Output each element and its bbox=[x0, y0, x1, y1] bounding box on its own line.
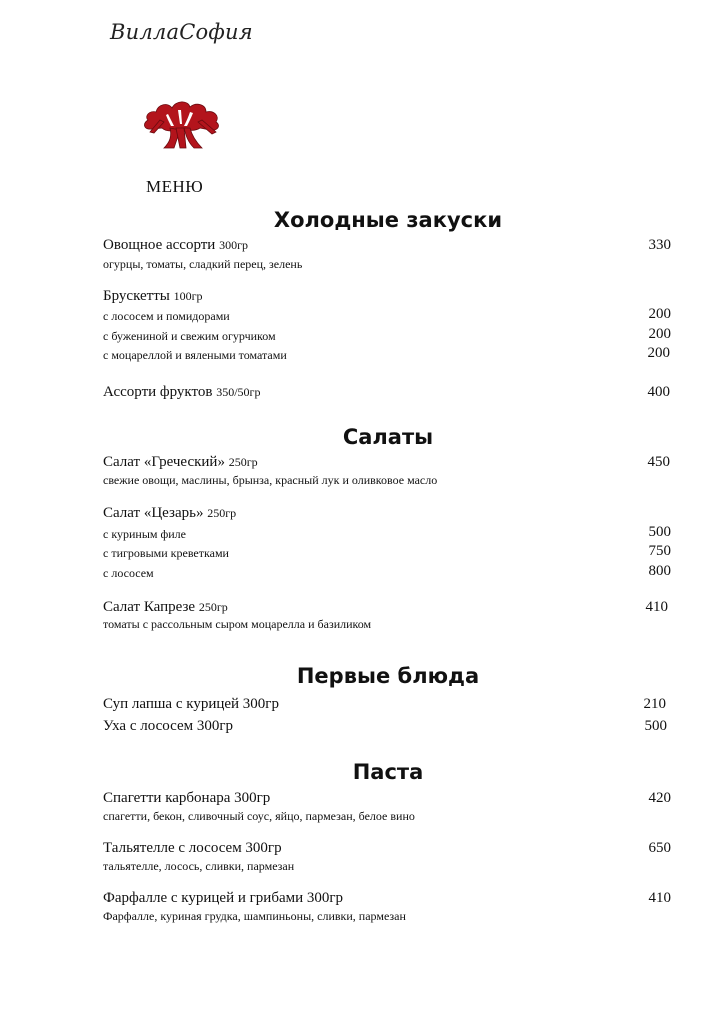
dish-option: с моцареллой и вялеными томатами bbox=[103, 348, 287, 362]
dish-price: 800 bbox=[648, 563, 671, 579]
dish-description: свежие овощи, маслины, брынза, красный лук и оливковое масло bbox=[103, 473, 438, 487]
dish-name: Овощное ассорти 300гр bbox=[103, 237, 249, 253]
section-title-pasta: Паста bbox=[352, 760, 424, 784]
brand-name: ВиллаСофия bbox=[110, 20, 253, 44]
dish-name: Салат «Греческий» 250гр bbox=[103, 454, 258, 470]
dish-price: 200 bbox=[648, 326, 671, 342]
menu-title: МЕНЮ bbox=[146, 177, 204, 196]
dish-option: с бужениной и свежим огурчиком bbox=[103, 329, 276, 343]
dish-option: с тигровыми креветками bbox=[103, 546, 229, 560]
dish-price: 650 bbox=[648, 840, 671, 856]
dish-description: Фарфалле, куриная грудка, шампиньоны, сливки, пармезан bbox=[103, 909, 406, 923]
dish-description: спагетти, бекон, сливочный соус, яйцо, пармезан, белое вино bbox=[103, 809, 415, 823]
tree-logo-icon bbox=[140, 98, 226, 150]
section-title-salads: Салаты bbox=[342, 425, 434, 449]
dish-description: тальятелле, лосось, сливки, пармезан bbox=[103, 859, 295, 873]
dish-price: 750 bbox=[648, 543, 671, 559]
dish-name: Салат Капрезе 250гр bbox=[103, 599, 228, 615]
dish-description: огурцы, томаты, сладкий перец, зелень bbox=[103, 257, 303, 271]
dish-price: 450 bbox=[647, 454, 670, 470]
dish-option: с лососем и помидорами bbox=[103, 309, 230, 323]
dish-price: 420 bbox=[648, 790, 671, 806]
section-title-soups: Первые блюда bbox=[296, 664, 480, 688]
dish-description: томаты с рассольным сыром моцарелла и базиликом bbox=[103, 617, 372, 631]
section-title-cold-appetizers: Холодные закуски bbox=[273, 208, 503, 232]
dish-price: 400 bbox=[647, 384, 670, 400]
dish-name: Фарфалле с курицей и грибами 300гр bbox=[103, 890, 344, 906]
dish-name: Уха с лососем 300гр bbox=[103, 718, 234, 734]
dish-price: 500 bbox=[644, 718, 667, 734]
dish-name: Тальятелле с лососем 300гр bbox=[103, 840, 282, 856]
dish-price: 330 bbox=[648, 237, 671, 253]
dish-price: 410 bbox=[648, 890, 671, 906]
dish-price: 500 bbox=[648, 524, 671, 540]
dish-name: Ассорти фруктов 350/50гр bbox=[103, 384, 261, 400]
dish-name: Суп лапша с курицей 300гр bbox=[103, 696, 279, 712]
dish-price: 410 bbox=[645, 599, 668, 615]
dish-price: 200 bbox=[647, 345, 670, 361]
dish-price: 200 bbox=[648, 306, 671, 322]
dish-option: с лососем bbox=[103, 566, 154, 580]
dish-price: 210 bbox=[643, 696, 666, 712]
dish-name: Спагетти карбонара 300гр bbox=[103, 790, 271, 806]
dish-name: Брускетты 100гр bbox=[103, 288, 203, 304]
dish-name: Салат «Цезарь» 250гр bbox=[103, 505, 237, 521]
dish-option: с куриным филе bbox=[103, 527, 186, 541]
